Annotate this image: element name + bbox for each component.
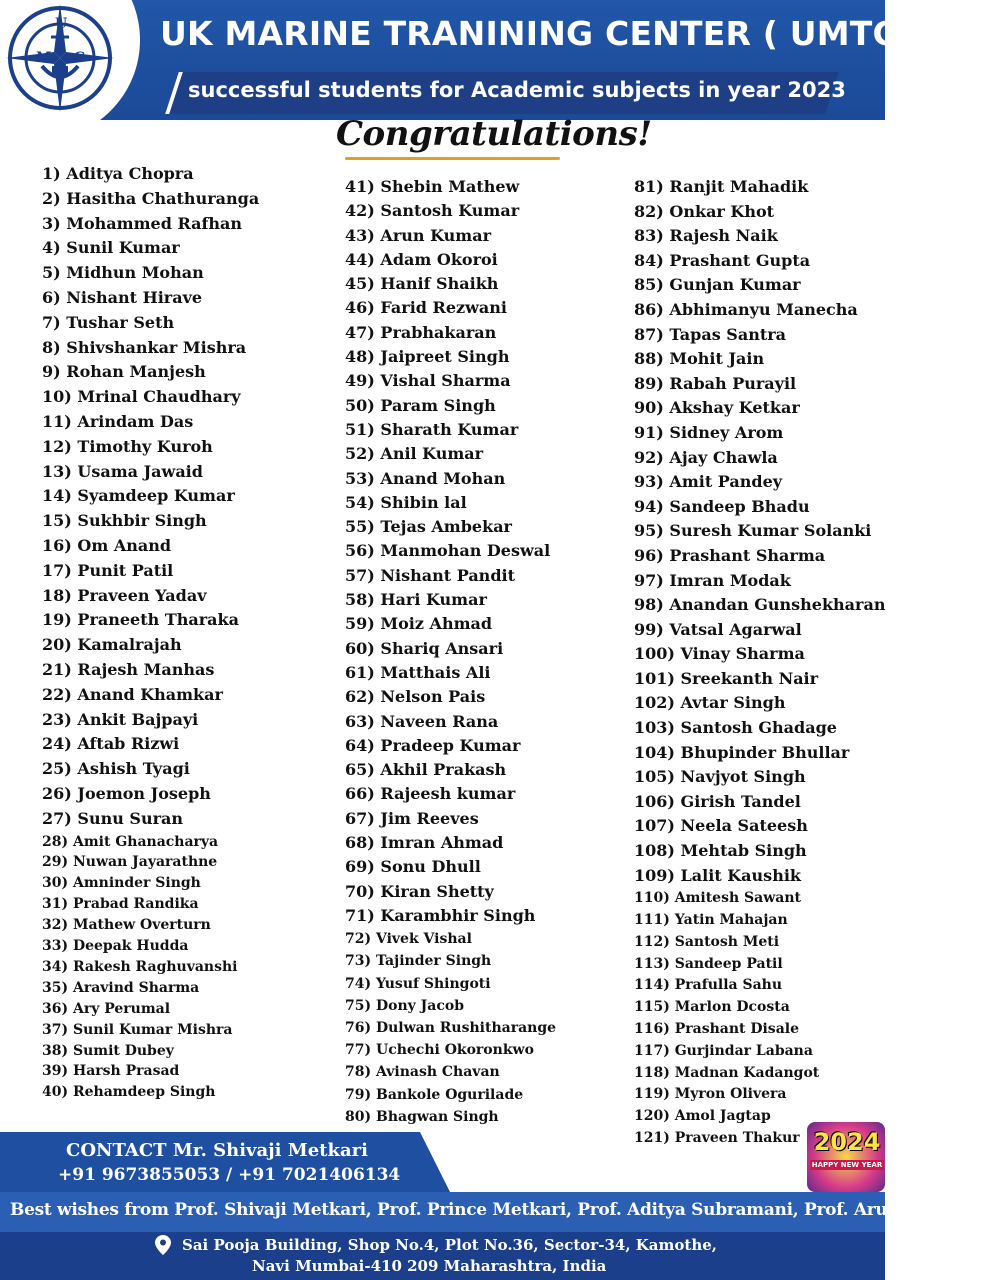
student-entry: 95) Suresh Kumar Solanki	[634, 521, 872, 541]
student-entry: 107) Neela Sateesh	[634, 816, 808, 836]
student-entry: 42) Santosh Kumar	[345, 201, 520, 221]
student-entry: 92) Ajay Chawla	[634, 447, 778, 467]
student-entry: 86) Abhimanyu Manecha	[634, 299, 858, 319]
student-entry: 55) Tejas Ambekar	[345, 517, 512, 537]
student-entry: 41) Shebin Mathew	[345, 177, 520, 196]
student-entry: 2) Hasitha Chathuranga	[42, 188, 260, 208]
student-entry: 106) Girish Tandel	[634, 791, 801, 811]
student-entry: 99) Vatsal Agarwal	[634, 619, 802, 639]
student-column-3	[634, 175, 885, 1150]
student-entry: 54) Shibin lal	[345, 492, 467, 512]
student-entry: 113) Sandeep Patil	[634, 955, 783, 972]
student-entry: 10) Mrinal Chaudhary	[42, 387, 241, 407]
student-entry: 29) Nuwan Jayarathne	[42, 854, 218, 871]
student-entry: 21) Rajesh Manhas	[42, 659, 215, 679]
student-entry: 83) Rajesh Naik	[634, 226, 778, 246]
student-entry: 18) Praveen Yadav	[42, 585, 207, 605]
student-entry: 109) Lalit Kaushik	[634, 865, 801, 885]
student-entry: 70) Kiran Shetty	[345, 881, 494, 901]
student-entry: 68) Imran Ahmad	[345, 833, 504, 853]
student-entry: 32) Mathew Overturn	[42, 917, 211, 934]
student-entry: 61) Matthais Ali	[345, 662, 491, 682]
student-entry: 7) Tushar Seth	[42, 312, 175, 332]
logo-letter-c: C	[74, 50, 86, 66]
student-entry: 66) Rajeesh kumar	[345, 784, 516, 804]
student-entry: 101) Sreekanth Nair	[634, 668, 819, 688]
student-entry: 103) Santosh Ghadage	[634, 718, 837, 738]
student-entry: 49) Vishal Sharma	[345, 371, 511, 391]
congratulations-underline	[345, 157, 560, 160]
student-entry: 111) Yatin Mahajan	[634, 912, 788, 929]
student-entry: 84) Prashant Gupta	[634, 250, 811, 270]
contact-title: CONTACT Mr. Shivaji Metkari	[66, 1140, 368, 1161]
student-entry: 115) Marlon Dcosta	[634, 999, 790, 1016]
contact-phone: +91 9673855053 / +91 7021406134	[58, 1165, 401, 1185]
student-entry: 88) Mohit Jain	[634, 349, 765, 369]
student-entry: 65) Akhil Prakash	[345, 760, 507, 780]
student-entry: 37) Sunil Kumar Mishra	[42, 1021, 233, 1038]
student-entry: 77) Uchechi Okoronkwo	[345, 1042, 534, 1059]
student-entry: 85) Gunjan Kumar	[634, 275, 801, 295]
student-entry: 6) Nishant Hirave	[42, 287, 203, 307]
student-entry: 73) Tajinder Singh	[345, 953, 492, 970]
student-entry: 20) Kamalrajah	[42, 635, 182, 655]
student-entry: 63) Naveen Rana	[345, 711, 499, 731]
student-column-2	[345, 175, 556, 1128]
student-entry: 44) Adam Okoroi	[345, 249, 498, 269]
student-entry: 121) Praveen Thakur	[634, 1129, 800, 1146]
student-entry: 13) Usama Jawaid	[42, 461, 203, 481]
student-entry: 47) Prabhakaran	[345, 322, 497, 342]
student-entry: 19) Praneeth Tharaka	[42, 610, 239, 630]
student-entry: 36) Ary Perumal	[42, 1000, 171, 1017]
student-entry: 105) Navjyot Singh	[634, 767, 806, 787]
student-entry: 34) Rakesh Raghuvanshi	[42, 958, 238, 975]
student-column-1	[42, 162, 259, 1103]
student-entry: 3) Mohammed Rafhan	[42, 213, 242, 233]
student-entry: 100) Vinay Sharma	[634, 644, 805, 664]
student-entry: 28) Amit Ghanacharya	[42, 833, 219, 850]
address-line-1: Sai Pooja Building, Shop No.4, Plot No.36, Sector-34, Kamothe,	[182, 1236, 717, 1254]
student-entry: 67) Jim Reeves	[345, 808, 479, 828]
student-entry: 12) Timothy Kuroh	[42, 436, 213, 456]
student-entry: 112) Santosh Meti	[634, 933, 780, 950]
student-entry: 46) Farid Rezwani	[345, 298, 507, 318]
umtc-compass-logo	[6, 4, 114, 112]
location-pin-icon	[155, 1235, 171, 1255]
student-entry: 43) Arun Kumar	[345, 225, 491, 245]
student-entry: 11) Arindam Das	[42, 411, 194, 431]
student-entry: 50) Param Singh	[345, 395, 496, 415]
student-entry: 4) Sunil Kumar	[42, 238, 180, 258]
logo-letter-u: U	[55, 16, 68, 32]
student-entry: 116) Prashant Disale	[634, 1021, 799, 1037]
address-line-2: Navi Mumbai-410 209 Maharashtra, India	[252, 1257, 607, 1275]
new-year-badge-label: HAPPY NEW YEAR	[811, 1161, 883, 1169]
student-entry: 23) Ankit Bajpayi	[42, 709, 199, 729]
page-title: UK MARINE TRANINING CENTER ( UMTC)	[160, 14, 913, 53]
congratulations-heading: Congratulations!	[336, 114, 652, 154]
student-entry: 89) Rabah Purayil	[634, 373, 797, 393]
student-entry: 114) Prafulla Sahu	[634, 977, 783, 994]
student-entry: 59) Moiz Ahmad	[345, 614, 493, 634]
logo-letter-m: M	[36, 50, 52, 66]
student-entry: 94) Sandeep Bhadu	[634, 496, 810, 516]
student-entry: 108) Mehtab Singh	[634, 841, 807, 861]
student-entry: 110) Amitesh Sawant	[634, 890, 801, 907]
student-entry: 87) Tapas Santra	[634, 324, 787, 344]
student-entry: 14) Syamdeep Kumar	[42, 486, 235, 506]
page-subtitle: successful students for Academic subjects in year 2023	[188, 78, 846, 102]
student-entry: 22) Anand Khamkar	[42, 684, 223, 704]
student-entry: 45) Hanif Shaikh	[345, 274, 499, 294]
student-entry: 75) Dony Jacob	[345, 997, 464, 1014]
best-wishes-text: Best wishes from Prof. Shivaji Metkari, Prof. Prince Metkari, Prof. Aditya Subramani, Prof. Arun Trimukhe.	[10, 1200, 1000, 1220]
student-entry: 117) Gurjindar Labana	[634, 1042, 813, 1059]
student-entry: 25) Ashish Tyagi	[42, 759, 190, 779]
student-entry: 93) Amit Pandey	[634, 472, 783, 492]
student-entry: 96) Prashant Sharma	[634, 545, 826, 565]
student-entry: 72) Vivek Vishal	[345, 931, 472, 948]
student-entry: 26) Joemon Joseph	[42, 783, 211, 803]
student-entry: 64) Pradeep Kumar	[345, 735, 521, 755]
student-entry: 62) Nelson Pais	[345, 687, 486, 707]
student-entry: 119) Myron Olivera	[634, 1086, 787, 1103]
student-entry: 60) Shariq Ansari	[345, 638, 504, 658]
student-entry: 82) Onkar Khot	[634, 201, 775, 221]
student-entry: 69) Sonu Dhull	[345, 857, 481, 877]
student-entry: 102) Avtar Singh	[634, 693, 786, 713]
student-entry: 35) Aravind Sharma	[42, 979, 200, 996]
student-entry: 15) Sukhbir Singh	[42, 511, 207, 531]
student-entry: 91) Sidney Arom	[634, 422, 784, 442]
student-entry: 48) Jaipreet Singh	[345, 347, 510, 367]
student-entry: 78) Avinash Chavan	[345, 1064, 500, 1081]
student-entry: 31) Prabad Randika	[42, 896, 199, 913]
student-entry: 40) Rehamdeep Singh	[42, 1084, 216, 1101]
student-entry: 104) Bhupinder Bhullar	[634, 742, 850, 762]
student-entry: 81) Ranjit Mahadik	[634, 177, 809, 196]
student-entry: 39) Harsh Prasad	[42, 1063, 180, 1080]
student-entry: 97) Imran Modak	[634, 570, 791, 590]
student-entry: 90) Akshay Ketkar	[634, 398, 800, 418]
student-entry: 80) Bhagwan Singh	[345, 1108, 499, 1125]
student-entry: 52) Anil Kumar	[345, 444, 484, 464]
student-entry: 57) Nishant Pandit	[345, 565, 515, 585]
student-entry: 118) Madnan Kadangot	[634, 1064, 820, 1081]
student-entry: 74) Yusuf Shingoti	[345, 975, 491, 992]
student-entry: 120) Amol Jagtap	[634, 1108, 771, 1125]
student-entry: 9) Rohan Manjesh	[42, 362, 206, 382]
student-entry: 27) Sunu Suran	[42, 808, 184, 828]
student-entry: 1) Aditya Chopra	[42, 164, 194, 183]
student-entry: 5) Midhun Mohan	[42, 263, 204, 283]
student-entry: 53) Anand Mohan	[345, 468, 506, 488]
new-year-badge-year: 2024	[813, 1128, 881, 1156]
student-entry: 33) Deepak Hudda	[42, 938, 189, 955]
student-entry: 98) Anandan Gunshekharan	[634, 595, 886, 615]
student-entry: 16) Om Anand	[42, 535, 172, 555]
student-entry: 24) Aftab Rizwi	[42, 734, 180, 754]
student-entry: 8) Shivshankar Mishra	[42, 337, 247, 357]
student-entry: 71) Karambhir Singh	[345, 905, 536, 925]
student-entry: 76) Dulwan Rushitharange	[345, 1020, 557, 1037]
student-entry: 30) Amninder Singh	[42, 875, 201, 892]
student-entry: 56) Manmohan Deswal	[345, 541, 551, 561]
student-entry: 79) Bankole Ogurilade	[345, 1086, 524, 1103]
student-entry: 51) Sharath Kumar	[345, 419, 519, 439]
student-entry: 17) Punit Patil	[42, 560, 174, 580]
student-entry: 38) Sumit Dubey	[42, 1042, 174, 1059]
student-entry: 58) Hari Kumar	[345, 590, 487, 610]
